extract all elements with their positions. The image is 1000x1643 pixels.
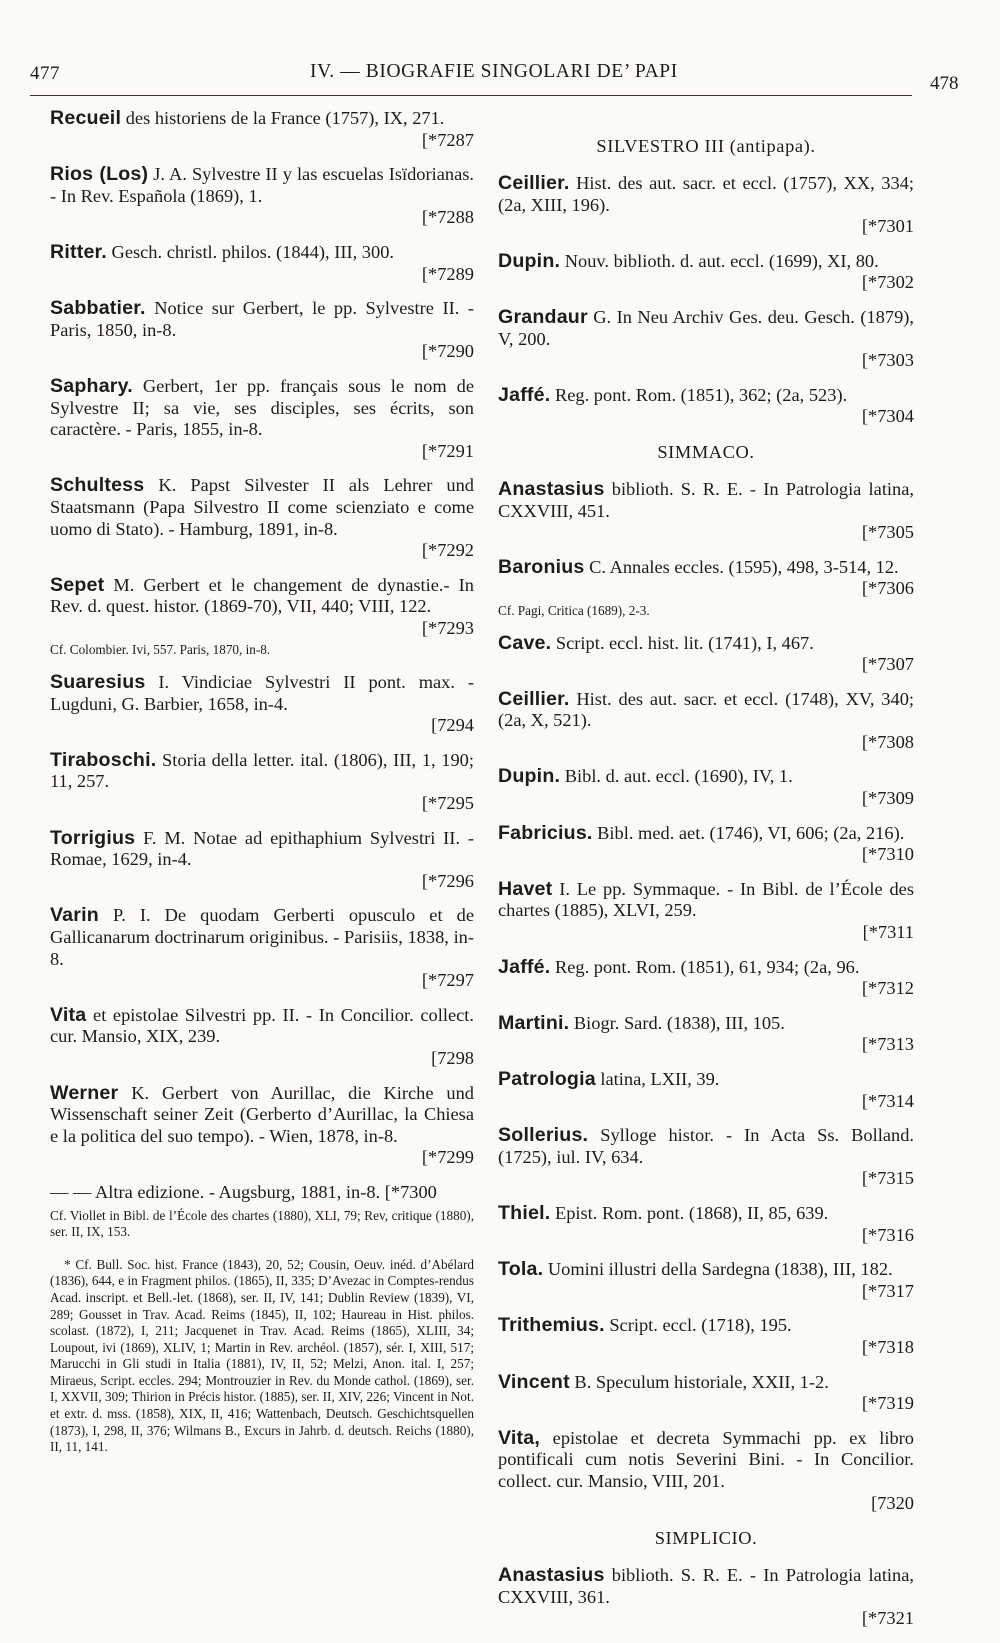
bibliography-entry	[498, 879, 914, 944]
entry-number: [7294	[431, 715, 474, 736]
entry-number: [*7304	[861, 406, 914, 427]
entry-headword: Ceillier.	[498, 687, 570, 710]
entry-headword: Sabbatier.	[50, 297, 146, 320]
entry-text: Reg. pont. Rom. (1851), 362; (2a, 523).	[550, 384, 848, 405]
entry-number: [*7290	[421, 341, 474, 362]
entry-headword: Trithemius.	[498, 1314, 605, 1337]
entry-headword: Vita,	[498, 1426, 541, 1449]
page-number-left: 477	[30, 63, 60, 84]
bibliography-entry	[498, 479, 914, 544]
entry-headword: Dupin.	[498, 765, 561, 788]
entry-headword: Jaffé.	[498, 383, 551, 406]
entry-number: [*7319	[861, 1393, 914, 1414]
entry-text: I. Vindiciae Sylvestri II pont. max. - Lugduni, G. Barbier, 1658, in-4.	[50, 672, 474, 714]
entry-headword: Sepet	[50, 573, 105, 596]
left-column	[50, 108, 474, 1456]
entry-headword: Anastasius	[498, 477, 605, 500]
bibliography-entry	[50, 376, 474, 462]
entry-number: [*7302	[861, 272, 914, 293]
entry-headword: Recueil	[50, 107, 122, 129]
entry-text: Bibl. d. aut. eccl. (1690), IV, 1.	[560, 766, 793, 787]
entry-headword: Ceillier.	[498, 172, 570, 194]
entry-headword: Tiraboschi.	[50, 748, 157, 771]
bibliography-entry	[498, 385, 914, 428]
entry-number: [*7318	[861, 1336, 914, 1357]
entry-headword: Grandaur	[498, 305, 588, 328]
bibliography-entry	[50, 242, 474, 285]
bibliography-entry	[498, 1315, 914, 1358]
entry-headword: Varin	[50, 904, 99, 927]
bibliography-entry	[50, 108, 474, 151]
bibliography-entry	[50, 1083, 474, 1169]
entry-headword: Martini.	[498, 1011, 570, 1034]
entry-text: Hist. des aut. sacr. et eccl. (1757), XX, 334; (2a, XIII, 196).	[498, 173, 914, 215]
entry-headword: Patrologia	[498, 1068, 596, 1090]
entry-text: latina, LXII, 39.	[595, 1069, 720, 1089]
bibliography-entry	[498, 633, 914, 676]
entry-number: [*7297	[421, 970, 474, 991]
entry-number: [*7293	[421, 617, 474, 638]
entry-number: [*7308	[861, 731, 914, 752]
entry-headword: Werner	[50, 1081, 119, 1104]
bibliography-entry	[50, 750, 474, 815]
entry-headword: Saphary.	[50, 374, 133, 397]
entry-headword: Baronius	[498, 555, 585, 578]
section-title: SIMPLICIO.	[654, 1528, 758, 1549]
entry-number: [*7313	[861, 1034, 914, 1055]
entry-number: [*7296	[421, 870, 474, 891]
entry-number: [*7317	[861, 1280, 914, 1301]
continuation-entry	[50, 1182, 474, 1204]
running-title: IV. — BIOGRAFIE SINGOLARI DE’ PAPI	[310, 61, 678, 82]
entry-text: Hist. des aut. sacr. et eccl. (1748), XV, 340; (2a, X, 521).	[498, 688, 914, 731]
entry-text: des historiens de la France (1757), IX, 271.	[121, 108, 445, 128]
entry-text: biblioth. S. R. E. - In Patrologia latina, CXXVIII, 451.	[498, 478, 914, 521]
entry-number: [*7299	[421, 1147, 474, 1168]
continuation-text: — — Altra edizione. - Augsburg, 1881, in-8.	[50, 1181, 381, 1202]
entry-text: Bibl. med. aet. (1746), VI, 606; (2a, 216).	[592, 822, 905, 843]
entry-number: [*7314	[861, 1090, 914, 1111]
bibliography-entry	[498, 766, 914, 809]
entry-text: K. Gerbert von Aurillac, die Kirche und Wissenschaft seiner Zeit (Gerberto d’Aurillac, la Chiesa e la politica del suo tempo). - Wien, 1878, in-8.	[50, 1082, 474, 1146]
entry-number: [*7307	[861, 654, 914, 675]
entry-headword: Suaresius	[50, 671, 146, 694]
entry-number: [*7287	[421, 129, 474, 150]
entry-number: [*7311	[862, 922, 914, 943]
bibliography-entry	[50, 164, 474, 229]
entry-text: J. A. Sylvestre II y las escuelas Isïdorianas. - In Rev. Española (1869), 1.	[50, 164, 474, 206]
entry-number: [*7301	[861, 216, 914, 237]
entry-headword: Torrigius	[50, 826, 136, 849]
bibliography-entry	[498, 251, 914, 294]
entry-number: [7320	[871, 1492, 914, 1513]
continuation-ref: [*7300	[384, 1181, 437, 1202]
bibliography-entry	[50, 672, 474, 737]
entry-number: [*7321	[861, 1608, 914, 1629]
bibliography-entry	[498, 1013, 914, 1056]
entry-text: Biogr. Sard. (1838), III, 105.	[569, 1012, 785, 1033]
entry-number: [*7303	[861, 350, 914, 371]
bibliography-entry	[50, 905, 474, 991]
entry-headword: Fabricius.	[498, 821, 593, 844]
entry-number: [7298	[431, 1047, 474, 1068]
entry-headword: Jaffé.	[498, 955, 551, 978]
section-title: SILVESTRO III (antipapa).	[596, 136, 816, 156]
footnote: * Cf. Bull. Soc. hist. France (1843), 20, 52; Cousin, Oeuv. inéd. d’Abélard (1836), 644, e in Fragment philos. (1865), II, 335; D’Avezac in Comptes-rendus Acad. inscript. et Bell.-let. (1868), ser. II, IV, 141; Dublin Review (1839), VI, 289; Gousset in Trav. Acad. Reims (1845), II, 102; Haureau in Hist. philos. scolast. (1872), I, 211; Jacquenet in Trav. Acad. Reims (1865), XLIII, 34; Loupout, ivi (1869), XLIV, 1; Martin in Rev. archéol. (1857), sér. I, XIII, 517; Marucchi in Gli studi in Italia (1881), IV, II, 52; Melzi, Anon. ital. I, 257; Miraeus, Script. eccles. 294; Montrouzier in Rev. du Monde cathol. (1869), ser. I, XXVII, 309; Thirion in Précis histor. (1885), ser. II, XIV, 226; Vincent in Not. et extr. d. mss. (1858), XIX, II, 416; Wattenbach, Deutsch. Geschichtsquellen (1873), I, 298, II, 376; Wilmans B., Excurs in Jahrb. d. deutsch. Reichs (1880), II, 11, 141.	[50, 1256, 474, 1455]
entry-note: Cf. Pagi, Critica (1689), 2-3.	[498, 602, 650, 618]
entry-text: Uomini illustri della Sardegna (1838), III, 182.	[543, 1259, 893, 1280]
bibliography-entry	[50, 475, 474, 561]
entry-text: K. Papst Silvester II als Lehrer und Staatsmann (Papa Silvestro II come scienziato e come uomo di Stato). - Hamburg, 1891, in-8.	[50, 475, 474, 539]
entry-text: Gerbert, 1er pp. français sous le nom de Sylvestre II; sa vie, ses disciples, ses écrits, son caractère. - Paris, 1855, in-8.	[50, 375, 474, 440]
bibliography-entry	[50, 575, 474, 640]
entry-text: M. Gerbert et le changement de dynastie.- In Rev. d. quest. histor. (1869-70), VII, 440; VIII, 122.	[50, 574, 474, 617]
entry-text: Script. eccl. (1718), 195.	[604, 1315, 792, 1336]
page-number-right: 478	[930, 73, 959, 94]
right-column	[498, 128, 914, 1643]
left-entry-list	[50, 108, 474, 1169]
bibliography-entry	[498, 307, 914, 372]
entry-number: [*7292	[421, 540, 474, 561]
entry-text: Storia della letter. ital. (1806), III, 1, 190; 11, 257.	[50, 749, 474, 792]
bibliography-entry	[498, 1372, 914, 1415]
bibliography-entry	[498, 823, 914, 866]
entry-text: Gesch. christl. philos. (1844), III, 300.	[106, 241, 394, 262]
entry-headword: Vita	[50, 1003, 87, 1026]
entry-text: G. In Neu Archiv Ges. deu. Gesch. (1879), V, 200.	[498, 306, 914, 349]
entry-text: biblioth. S. R. E. - In Patrologia latina, CXXVIII, 361.	[498, 1565, 914, 1607]
entry-text: Epist. Rom. pont. (1868), II, 85, 639.	[550, 1202, 829, 1223]
entry-number: [*7306	[861, 578, 914, 599]
bibliography-entry	[498, 1259, 914, 1302]
entry-number: [*7295	[421, 793, 474, 814]
entry-text: C. Annales eccles. (1595), 498, 3-514, 12.	[584, 556, 899, 577]
entry-text: F. M. Notae ad epithaphium Sylvestri II. - Romae, 1629, in-4.	[50, 827, 474, 870]
entry-number: [*7288	[421, 207, 474, 228]
entry-headword: Sollerius.	[498, 1124, 589, 1147]
entry-text: Nouv. biblioth. d. aut. eccl. (1699), XI, 80.	[560, 250, 879, 271]
header-rule	[30, 95, 912, 96]
entry-text: Reg. pont. Rom. (1851), 61, 934; (2a, 96.	[550, 956, 860, 977]
bibliography-entry	[50, 298, 474, 363]
entry-text: Sylloge histor. - In Acta Ss. Bolland. (1725), iul. IV, 634.	[498, 1125, 914, 1167]
entry-headword: Ritter.	[50, 240, 107, 263]
entry-headword: Schultess	[50, 474, 145, 497]
entry-headword: Havet	[498, 877, 553, 900]
entry-headword: Tola.	[498, 1258, 544, 1281]
entry-text: et epistolae Silvestri pp. II. - In Concilior. collect. cur. Mansio, XIX, 239.	[50, 1004, 474, 1047]
entry-text: Script. eccl. hist. lit. (1741), I, 467.	[551, 632, 814, 653]
entry-number: [*7310	[861, 844, 914, 865]
entry-number: [*7305	[861, 522, 914, 543]
bibliography-entry	[498, 1069, 914, 1112]
bibliography-entry	[50, 1005, 474, 1070]
entry-note: Cf. Colombier. Ivi, 557. Paris, 1870, in-8.	[50, 642, 271, 658]
bibliography-entry	[498, 689, 914, 754]
entry-number: [*7316	[861, 1224, 914, 1245]
entry-headword: Dupin.	[498, 249, 561, 272]
continuation-note: Cf. Viollet in Bibl. de l’École des chartes (1880), XLI, 79; Rev, critique (1880), ser. II, IX, 153.	[50, 1207, 474, 1240]
bibliography-entry	[498, 1125, 914, 1190]
entry-number: [*7289	[421, 263, 474, 284]
bibliography-entry	[50, 828, 474, 893]
entry-number: [*7309	[861, 788, 914, 809]
entry-text: epistolae et decreta Symmachi pp. ex libro pontificali cum notis Severini Bini. - In Concilior. collect. cur. Mansio, VIII, 201.	[498, 1427, 914, 1491]
bibliography-entry	[498, 1428, 914, 1514]
entry-number: [*7291	[421, 440, 474, 461]
entry-headword: Vincent	[498, 1370, 570, 1393]
entry-headword: Rios (Los)	[50, 163, 149, 186]
entry-number: [*7312	[861, 978, 914, 999]
bibliography-entry	[498, 557, 914, 600]
entry-headword: Anastasius	[498, 1564, 605, 1587]
bibliography-entry	[498, 173, 914, 238]
entry-text: P. I. De quodam Gerberti opusculo et de Gallicanarum doctrinarum originibus. - Parisiis, 1838, in-8.	[50, 905, 474, 969]
entry-headword: Cave.	[498, 631, 552, 654]
entry-text: B. Speculum historiale, XXII, 1-2.	[569, 1371, 829, 1392]
bibliography-entry	[498, 1203, 914, 1246]
entry-text: I. Le pp. Symmaque. - In Bibl. de l’École des chartes (1885), XLVI, 259.	[498, 878, 914, 921]
entry-number: [*7315	[861, 1168, 914, 1189]
bibliography-entry	[498, 1565, 914, 1630]
bibliography-entry	[498, 957, 914, 1000]
entry-headword: Thiel.	[498, 1201, 551, 1224]
entry-text: Notice sur Gerbert, le pp. Sylvestre II. - Paris, 1850, in-8.	[50, 298, 474, 340]
section-title: SIMMACO.	[657, 441, 755, 462]
